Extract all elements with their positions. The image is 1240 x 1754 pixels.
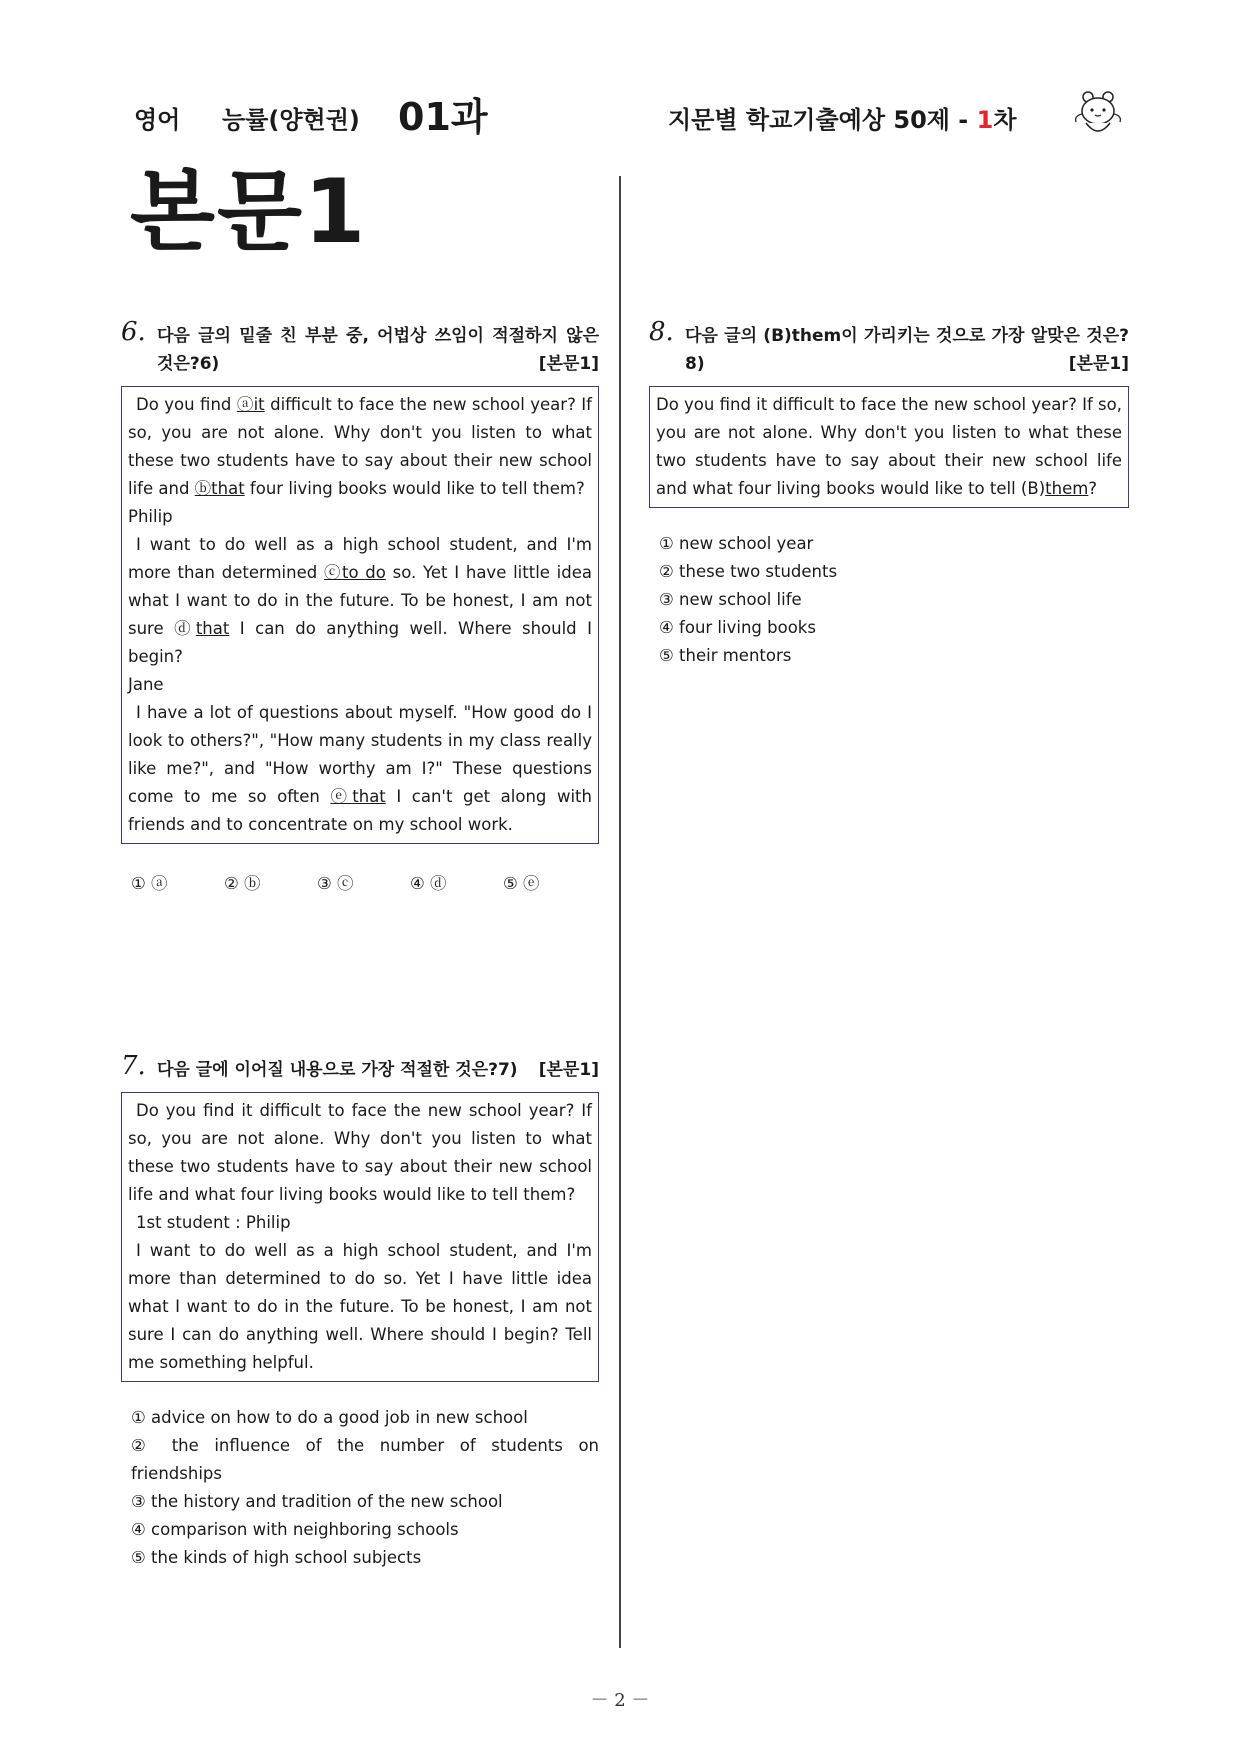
choice-2[interactable]: ② ⓑ [224,874,261,893]
passage-paragraph [656,391,1122,503]
question-7-header [121,1051,599,1084]
passage-paragraph [128,699,592,839]
passage-text: I want to do well as a high school student, and I'm more than determined [128,535,592,582]
answer-choices [121,1404,599,1572]
underlined-c: ⓒto do [323,563,386,582]
question-8-prompt: 다음 글의 (B)them이 가리키는 것으로 가장 알맞은 것은?8) [685,326,1129,374]
question-8-header [649,317,1129,378]
page-header [0,86,1240,146]
bear-mascot-icon [1072,88,1124,138]
question-reference: [본문1] [1068,354,1129,374]
choice-3[interactable]: ③ new school life [659,590,802,609]
choice-4[interactable]: ④ comparison with neighboring schools [131,1520,459,1539]
passage-text: I can do anything well. Where should I begin? [128,619,592,666]
question-6-prompt: 다음 글의 밑줄 친 부분 중, 어법상 쓰임이 적절하지 않은 것은?6) [157,326,599,374]
passage-box [121,386,599,844]
question-7-prompt: 다음 글에 이어질 내용으로 가장 적절한 것은?7) [157,1060,518,1080]
question-reference: [본문1] [538,354,599,374]
passage-text: I have a lot of questions about myself. "How good do I look to others?", "How many students in my class really like me?", and "How worthy am I?" These questions come to me so often [128,703,592,806]
passage-box [649,386,1129,508]
question-reference: [본문1] [538,1060,599,1080]
question-prompt [157,322,599,378]
speaker-name: Jane [128,675,164,694]
underlined-d: that [195,619,230,638]
passage-paragraph: I want to do well as a high school student, and I'm more than determined to do so. Yet I have little idea what I want to do in the future. To be honest, I am not sure I can do anything well. Where should I begin? Tell me something helpful. [128,1241,592,1372]
lesson-label: 01과 [398,95,488,139]
question-7 [121,1051,599,1572]
choice-4[interactable]: ④ four living books [659,618,816,637]
series-round-number: 1 [976,106,994,134]
question-8 [649,317,1129,670]
passage-text: Do you find it difficult to face the new school year? If so, you are not alone. Why don't you listen to what these two students have to say about their new school life and what four living books would like to tell (B) [656,395,1122,498]
question-prompt [685,322,1129,378]
question-number: 8. [649,317,674,347]
choice-1[interactable]: ① ⓐ [131,874,168,893]
passage-text: four living books would like to tell them? [244,479,585,498]
question-number: 6. [121,317,146,347]
textbook-label: 능률(양현권) [222,106,360,134]
passage-paragraph [128,391,592,503]
passage-text: I can't get along with friends and to concentrate on my school work. [128,787,592,834]
passage-text: so. Yet I have little idea what I want to do in the future. To be honest, I am not sure ⓓ [128,563,593,638]
choice-2[interactable]: ② the influence of the number of students on friendships [131,1436,599,1483]
passage-box [121,1092,599,1382]
choice-2[interactable]: ② these two students [659,562,838,581]
question-prompt [157,1056,599,1084]
choice-5[interactable]: ⑤ the kinds of high school subjects [131,1548,422,1567]
subject-label: 영어 [134,106,181,134]
choice-3[interactable]: ③ the history and tradition of the new school [131,1492,503,1511]
choice-1[interactable]: ① advice on how to do a good job in new school [131,1408,528,1427]
choice-1[interactable]: ① new school year [659,534,814,553]
underlined-them: them [1045,479,1089,498]
question-6-header [121,317,599,378]
series-label [668,100,1017,135]
column-divider [619,176,621,1648]
passage-text: ? [1088,479,1098,498]
section-title: 본문1 [130,160,368,263]
choice-5[interactable]: ⑤ their mentors [659,646,792,665]
speaker-name: Philip [128,507,173,526]
series-prefix: 지문별 학교기출예상 50제 - [668,106,977,134]
passage-text: difficult to face the new school year? If so, you are not alone. Why don't you listen to what these two students have to say about their new school life and [128,395,592,498]
answer-choices [121,870,599,894]
choice-3[interactable]: ③ ⓒ [317,874,354,893]
answer-choices [649,530,1129,670]
choice-4[interactable]: ④ ⓓ [410,874,447,893]
passage-text: Do you find [136,395,237,414]
speaker-name: 1st student : Philip [136,1213,291,1232]
passage-paragraph [128,531,592,671]
choice-5[interactable]: ⑤ ⓔ [503,874,540,893]
series-round-suffix: 차 [993,106,1017,134]
page-number: － 2 － [590,1690,650,1711]
question-6 [121,317,599,894]
underlined-e: ⓔthat [330,787,386,806]
underlined-b: ⓑthat [194,479,245,498]
passage-paragraph: Do you find it difficult to face the new school year? If so, you are not alone. Why don't you listen to what these two students have to say about their new school life and what four living books would like to tell them? [128,1101,592,1204]
underlined-a: ⓐit [236,395,265,414]
question-number: 7. [121,1051,146,1081]
